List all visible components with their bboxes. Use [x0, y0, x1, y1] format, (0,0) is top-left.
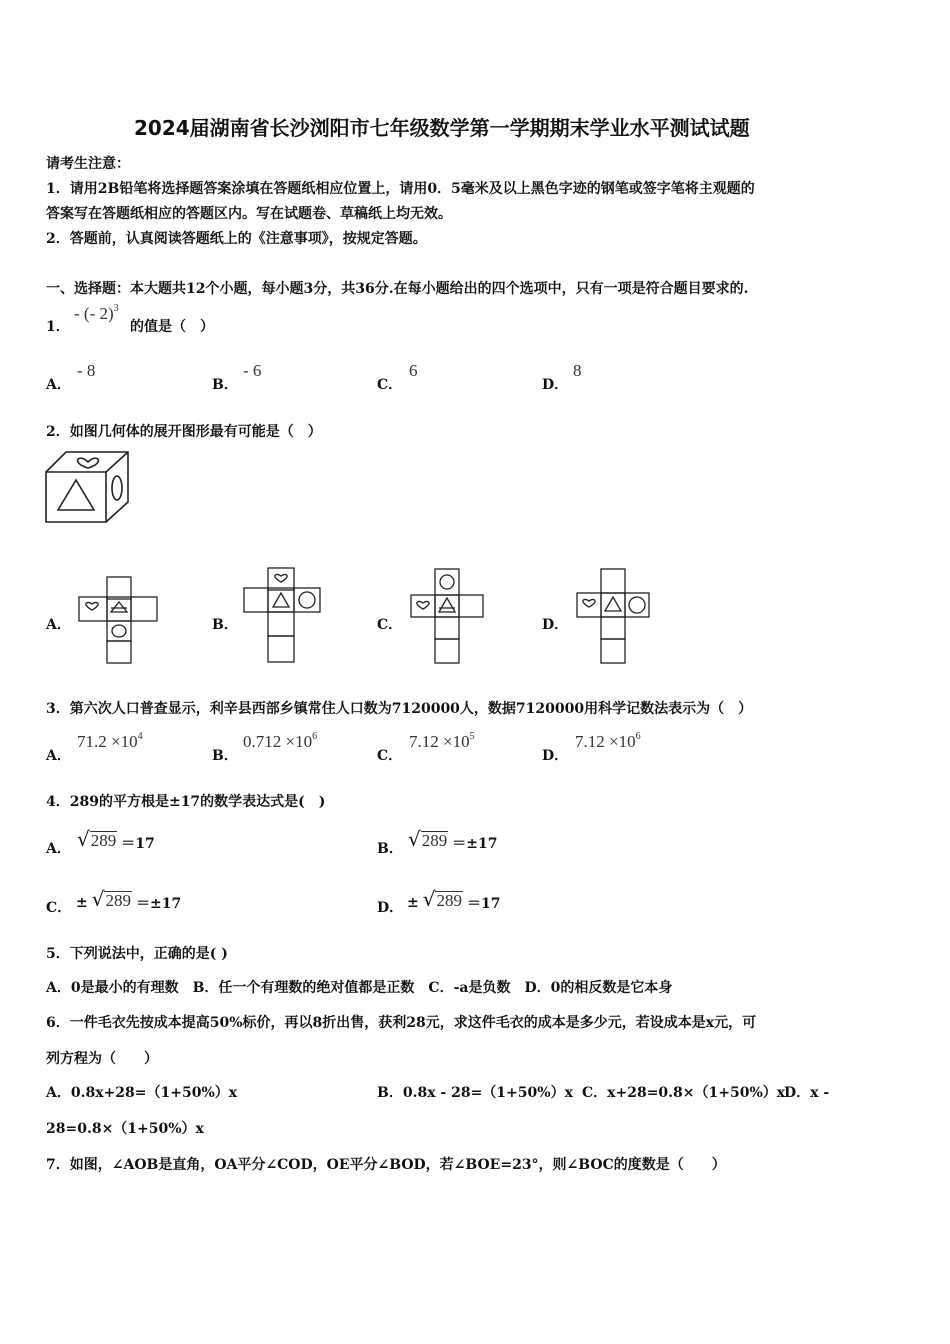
- q1-option-b-value: - 6: [243, 361, 262, 380]
- q6-option-b: B．0.8x - 28=（1+50%）x: [377, 1085, 573, 1101]
- q3-option-a-label: A．: [46, 748, 71, 764]
- q2-option-a-label: A．: [46, 617, 71, 633]
- q2-option-d-net: [575, 567, 657, 665]
- q5-options: A．0是最小的有理数 B．任一个有理数的绝对值都是正数 C．-a是负数 D．0的相反数是它本身: [46, 980, 673, 996]
- q1-expression: - (- 2)$^3$: [74, 303, 119, 323]
- q3-option-c-label: C．: [377, 748, 403, 764]
- q2-option-c-label: C．: [377, 617, 403, 633]
- q3-option-a-value: $71.2 \times 10^4$: [77, 731, 143, 751]
- q6-line-1: 6．一件毛衣先按成本提高50%标价，再以8折出售，获利28元，求这件毛衣的成本是多少元，若设成本是x元，可: [46, 1015, 757, 1031]
- q6-option-d: D．x -: [784, 1085, 830, 1101]
- q3-option-b-label: B．: [212, 748, 238, 764]
- q4-option-d-radicand: 289: [436, 890, 462, 910]
- q2-option-b-net: [242, 566, 324, 664]
- q2-text: 2．如图几何体的展开图形最有可能是（ ）: [46, 424, 322, 440]
- q4-option-d-expr: ± √ 289 ＝17: [407, 886, 501, 912]
- q2-option-d-label: D．: [542, 617, 569, 633]
- q1-option-c-value: 6: [409, 361, 418, 380]
- q6-option-a: A．0.8x+28=（1+50%）x: [46, 1085, 238, 1101]
- q6-line-2: 列方程为（ ）: [46, 1051, 158, 1067]
- q6-option-c: C．x+28=0.8×（1+50%）x: [582, 1085, 786, 1101]
- q1-option-a-label: A．: [46, 377, 71, 393]
- page-title: 2024届湖南省长沙浏阳市七年级数学第一学期期末学业水平测试试题: [134, 116, 750, 140]
- q3-option-d-value: $7.12 \times 10^6$: [575, 731, 641, 751]
- notice-heading: 请考生注意：: [46, 156, 130, 172]
- q3-option-b-value: $0.712 \times 10^6$: [243, 731, 318, 751]
- q4-text: 4．289的平方根是±17的数学表达式是( ): [46, 794, 326, 810]
- q5-text: 5．下列说法中，正确的是( ): [46, 946, 228, 962]
- notice-line-1b: 答案写在答题纸相应的答题区内。写在试题卷、草稿纸上均无效。: [46, 206, 452, 222]
- q4-option-d-label: D．: [377, 900, 404, 916]
- q4-option-a-radicand: 289: [90, 830, 117, 850]
- q1-option-d-value: 8: [573, 361, 582, 380]
- q4-option-b-radicand: 289: [421, 830, 448, 850]
- section-1-heading: 一、选择题：本大题共12个小题，每小题3分，共36分.在每小题给出的四个选项中，只有一项是符合题目要求的.: [46, 281, 749, 297]
- q2-option-c-net: [409, 567, 491, 665]
- cube-figure: [44, 450, 134, 526]
- q1-option-d-label: D．: [542, 377, 569, 393]
- q7-text: 7．如图，∠AOB是直角，OA平分∠COD，OE平分∠BOD，若∠BOE=23°，则∠BOC的度数是（ ）: [46, 1157, 726, 1173]
- q4-option-a-expr: √ 289 ＝17: [77, 826, 155, 852]
- q2-option-a-net: [77, 575, 159, 665]
- notice-line-1: 1．请用2B铅笔将选择题答案涂填在答题纸相应位置上，请用0．5毫米及以上黑色字迹的钢笔或签字笔将主观题的: [46, 181, 755, 197]
- q6-option-d-continued: 28=0.8×（1+50%）x: [46, 1121, 204, 1137]
- q3-option-c-value: $7.12 \times 10^5$: [409, 731, 475, 751]
- q2-option-b-label: B．: [212, 617, 238, 633]
- q4-option-c-radicand: 289: [105, 890, 131, 910]
- q3-text: 3．第六次人口普查显示，利辛县西部乡镇常住人口数为7120000人，数据7120000用科学记数法表示为（ ）: [46, 701, 753, 717]
- q1-number: 1．: [46, 319, 70, 335]
- q1-option-a-value: - 8: [77, 361, 96, 380]
- q3-option-d-label: D．: [542, 748, 569, 764]
- q4-option-c-label: C．: [46, 900, 72, 916]
- q4-option-b-label: B．: [377, 841, 403, 857]
- q4-option-c-expr: ± √ 289 ＝±17: [76, 886, 182, 912]
- q4-option-b-expr: √ 289 ＝±17: [408, 826, 498, 852]
- q1-option-c-label: C．: [377, 377, 403, 393]
- q1-option-b-label: B．: [212, 377, 238, 393]
- q4-option-a-label: A．: [46, 841, 71, 857]
- notice-line-2: 2．答题前，认真阅读答题纸上的《注意事项》，按规定答题。: [46, 231, 427, 247]
- q1-text: 的值是（ ）: [130, 319, 214, 335]
